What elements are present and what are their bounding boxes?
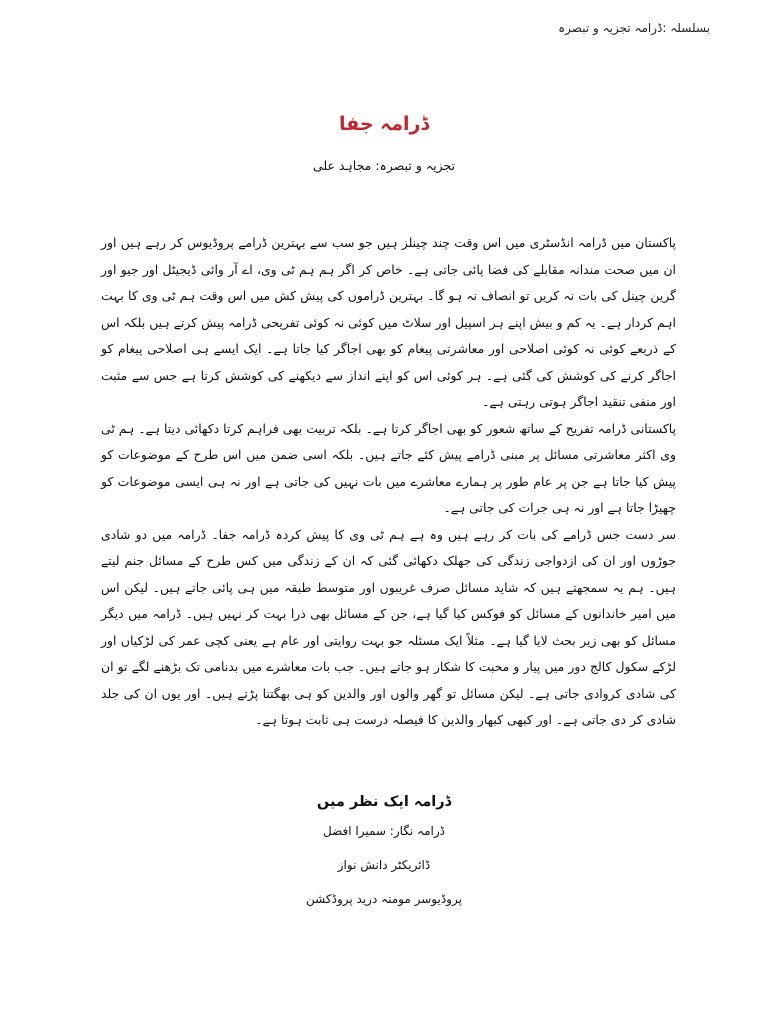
producer-credit: پروڈیوسر مومنہ درید پروڈکشن [306, 892, 462, 906]
article-byline: تجزیہ و تبصرہ: مجاہد علی [312, 158, 456, 173]
summary-heading: ڈرامہ ایک نظر میں [316, 794, 452, 810]
running-header: بسلسلہ :ڈرامہ تجزیہ و تبصرہ [558, 21, 710, 35]
writer-credit: ڈرامہ نگار: سمیرا افضل [323, 824, 445, 838]
article-title: ڈرامہ جفا [339, 113, 429, 135]
article-body [101, 230, 676, 734]
body-paragraph: پاکستانی ڈرامہ تفریح کے ساتھ شعور کو بھی اجاگر کرتا ہے۔ بلکہ تربیت بھی فراہم کرتا دکھائی دیتا ہے۔ ہم ٹی وی اکثر معاشرتی مسائل پر مبنی ڈرامے پیش کئے جاتے ہیں۔ بلکہ اسی ضمن میں اس طرح کے موضوعات کو پیش کیا جاتا ہے جن پر عام طور پر ہمارے معاشرے میں بات نہیں کی جاتی ہے اور نہ ہی ایسی موضوعات کو چھیڑا جاتا ہے اور نہ ہی جرات کی جاتی ہے۔ [101, 420, 676, 515]
director-credit: ڈائریکٹر دانش نواز [337, 858, 431, 872]
body-paragraph: سر دست جس ڈرامے کی بات کر رہے ہیں وہ ہے ہم ٹی وی کا پیش کردہ ڈرامہ جفا۔ ڈرامہ میں دو شادی جوڑوں اور ان کی ازدواجی زندگی کی جھلک دکھائی گئی کہ ان کے زندگی میں کس طرح کے مسائل جنم لیتے ہیں۔ ہم یہ سمجھتے ہیں کہ شاید مسائل صرف غریبوں اور متوسط طبقہ میں ہی پائی جاتے ہیں۔ لیکن اس میں امیر خاندانوں کے مسائل کو فوکس کیا گیا ہے، جن کے مسائل بھی ذرا بہت کر نہیں ہیں۔ ڈرامہ میں دیگر مسائل کو بھی زیر بحث لایا گیا ہے۔ مثلاً ایک مسئلہ جو بہت روایتی اور عام ہے یعنی کچی عمر کی لڑکیاں اور لڑکے سکول کالج دور میں پیار و محبت کا شکار ہو جاتے ہیں۔ جب بات معاشرے میں بدنامی تک بڑھنے لگے تو ان کی شادی کروادی جاتی ہے۔ لیکن مسائل تو گھر والوں اور والدین کو ہی بھگتنا پڑتے ہیں۔ اور یوں ان کی جلد شادی کر دی جاتی ہے۔ اور کبھی کبھار والدین کا فیصلہ درست ہی ثابت ہوتا ہے۔ [101, 526, 676, 727]
drama-summary [0, 791, 768, 924]
body-paragraph: پاکستان میں ڈرامہ انڈسٹری میں اس وقت چند چینلز ہیں جو سب سے بہترین ڈرامے پروڈیوس کر رہے ہیں اور ان میں صحت مندانہ مقابلے کی فضا پائی جاتی ہے۔ خاص کر اگر ہم ہم ٹی وی، اے آر وائی ڈیجیٹل اور جیو اور گرین چینل کی بات نہ کریں تو انصاف نہ ہو گا۔ بہترین ڈراموں کی پیش کش میں اس وقت ہم ٹی وی کا بہت اہم کردار ہے۔ یہ کم و بیش اپنے ہر اسپیل اور سلاٹ میں کوئی نہ کوئی تفریحی ڈرامہ پیش کرتے ہیں بلکہ اس کے ذریعے کوئی نہ کوئی اصلاحی اور معاشرتی پیغام کو بھی اجاگر کیا جاتا ہے۔ ایک ایسے ہی اصلاحی پیغام کو اجاگر کرنے کی کوشش کی گئی ہے۔ ہر کوئی اس کو اپنے انداز سے دیکھنے کی کوشش کرتا ہے جس سے مثبت اور منفی تنقید اجاگر ہوتی رہتی ہے۔ [101, 235, 676, 409]
